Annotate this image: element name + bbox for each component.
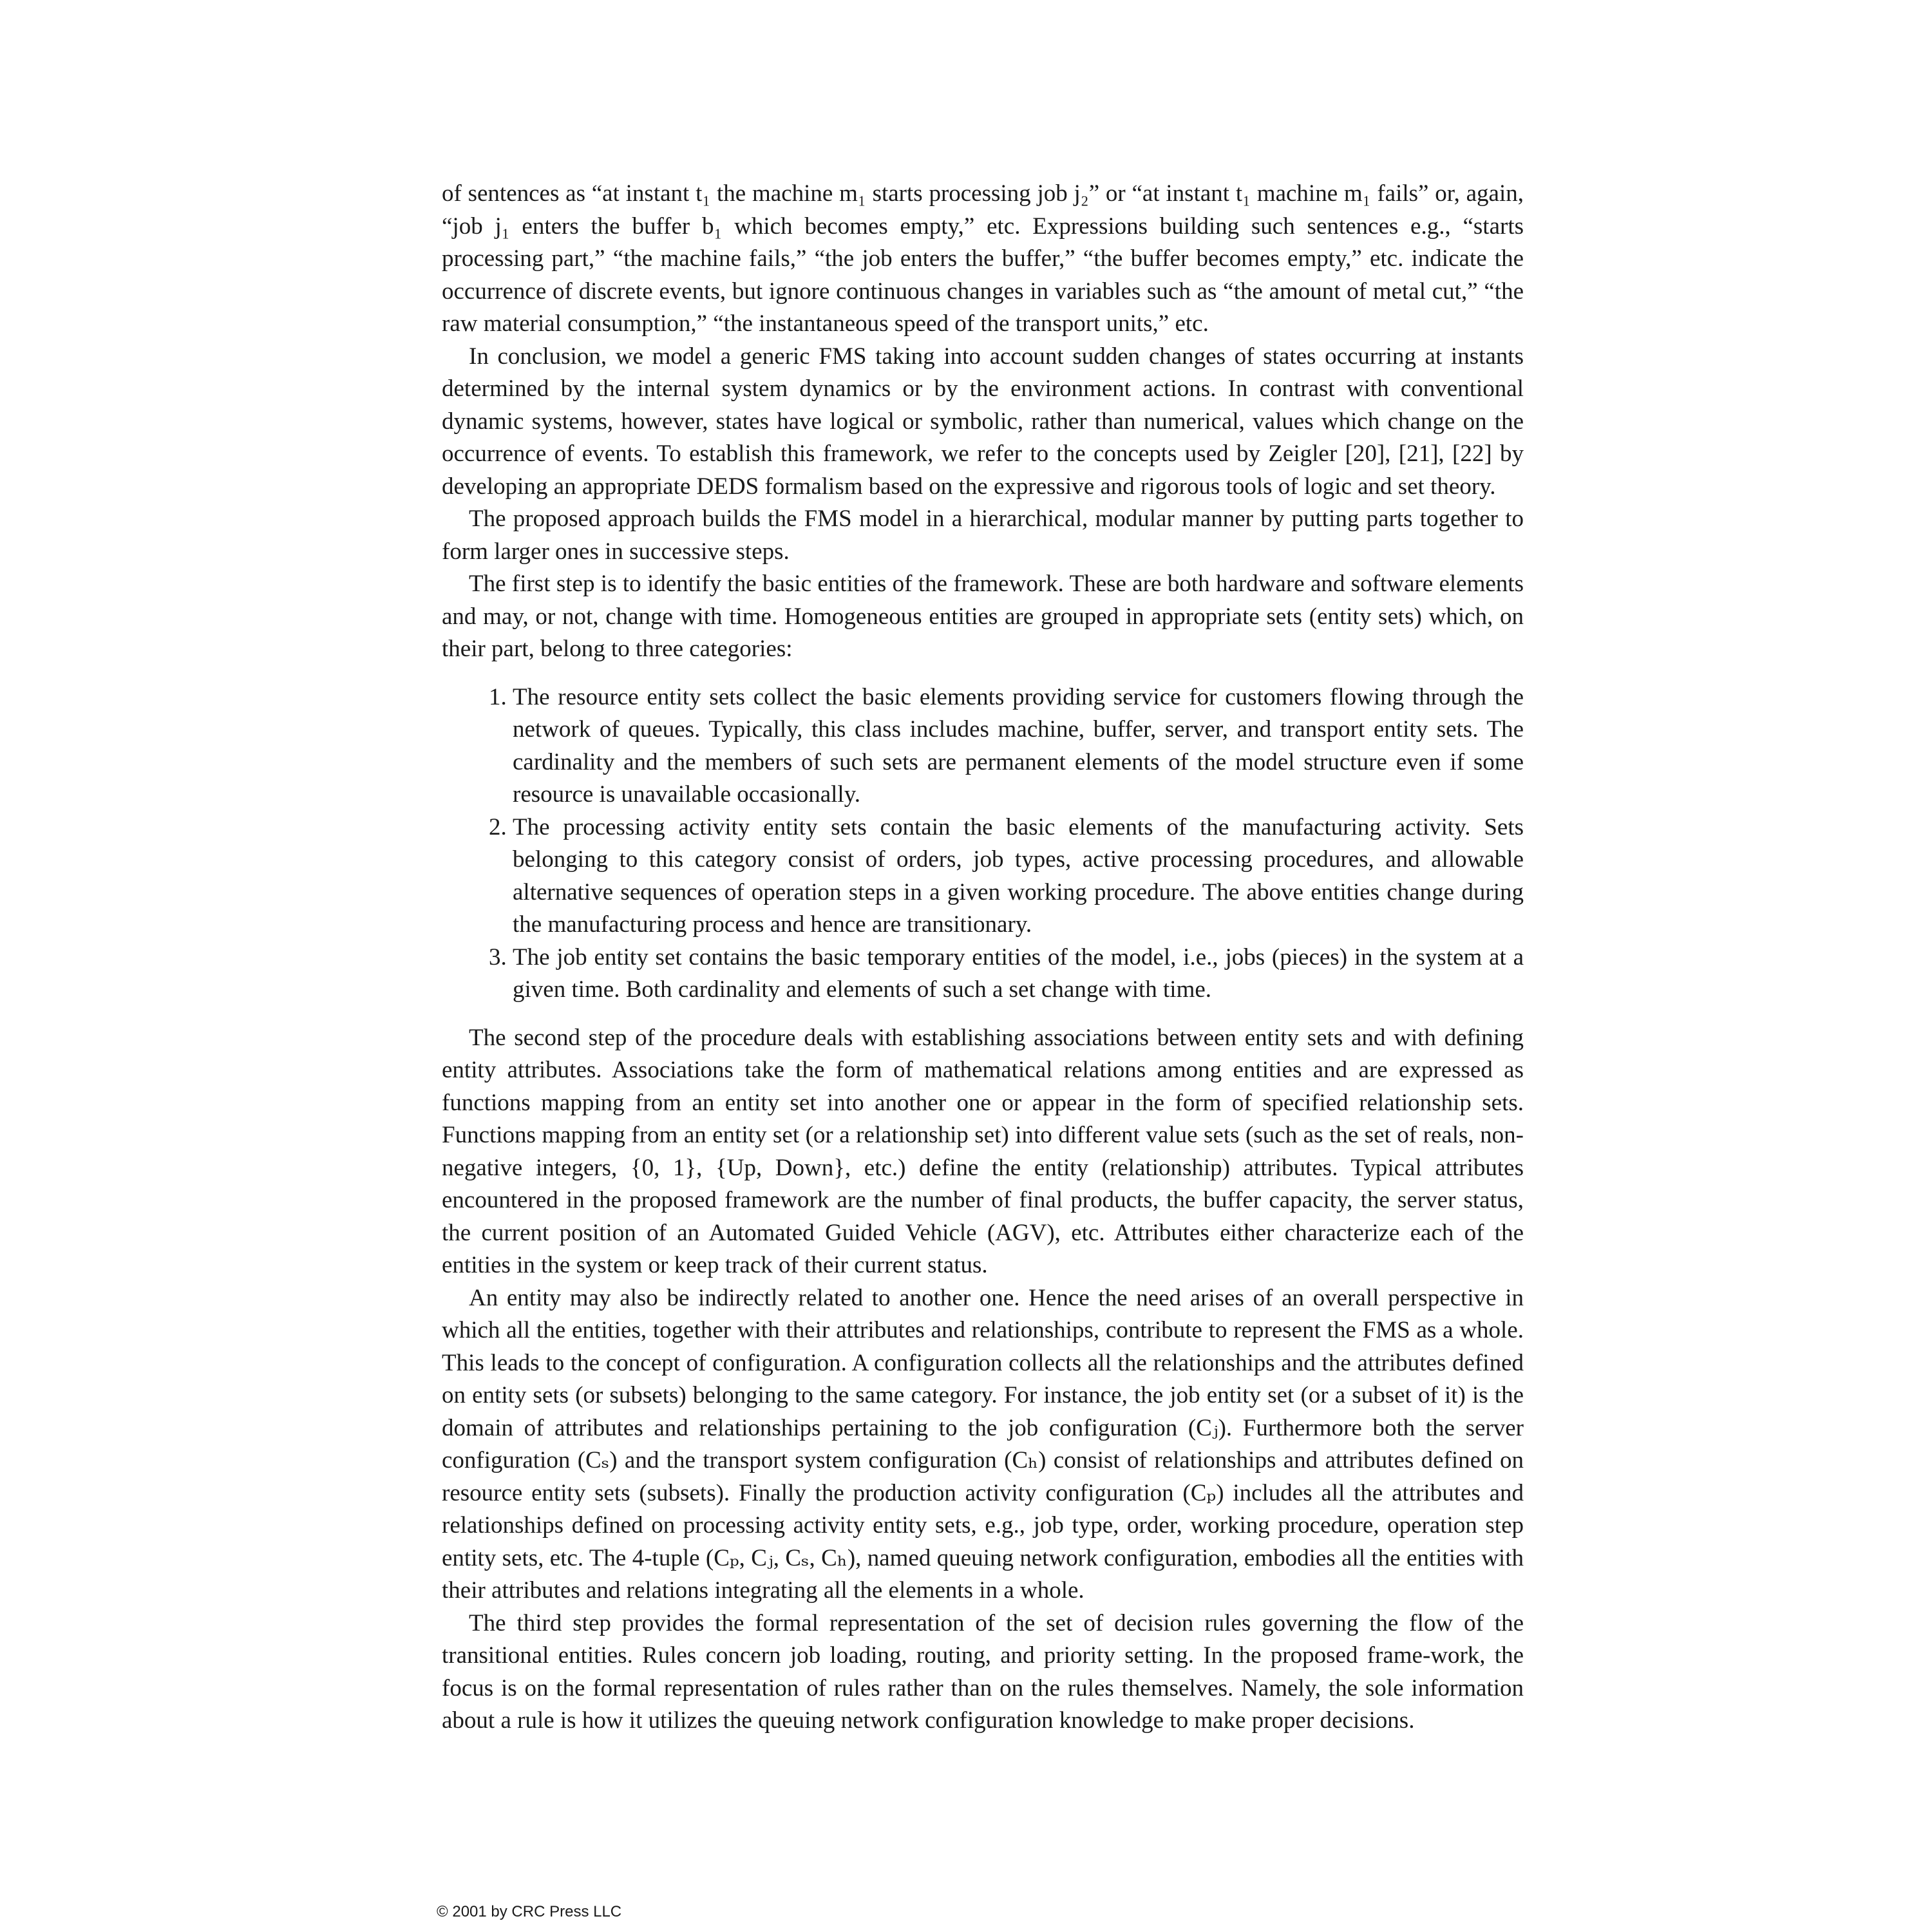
- paragraph-4: The first step is to identify the basic entities of the framework. These are both hardware and software elements and may, or not, change with time. Homogeneous entities are grouped in appropriate sets (entity sets) which, on their part, belong to three categories:: [442, 571, 1524, 662]
- list-item-processing-activity-entity-sets: 2. The processing activity entity sets contain the basic elements of the manufacturing activity. Sets belonging to this category consist of orders, job types, active processing procedures, and allowable alternative sequences of operation steps in a given working procedure. The above entities change during the manufacturing process and hence are transitionary.: [513, 811, 1524, 942]
- copyright-footer: © 2001 by CRC Press LLC: [437, 1903, 622, 1920]
- paragraph-5: The second step of the procedure deals with establishing associations between entity sets and with defining entity attributes. Associations take the form of mathematical relations among entities and are expressed as functions mapping from an entity set into another one or appear in the form of specified relationship sets. Functions mapping from an entity set (or a relationship set) into different value sets (such as the set of reals, non-negative integers, {0, 1}, {Up, Down}, etc.) define the entity (relationship) attributes. Typical attributes encountered in the proposed framework are the number of final products, the buffer capacity, the server status, the current position of an Automated Guided Vehicle (AGV), etc. Attributes either characterize each of the entities in the system or keep track of their current status.: [442, 1024, 1524, 1278]
- paragraph-6: An entity may also be indirectly related to another one. Hence the need arises of an overall perspective in which all the entities, together with their attributes and relationships, contribute to represent the FMS as a whole. This leads to the concept of configuration. A configuration collects all the relationships and the attributes defined on entity sets (or subsets) belonging to the same category. For instance, the job entity set (or a subset of it) is the domain of attributes and relationships pertaining to the job configuration (Cⱼ). Furthermore both the server configuration (Cₛ) and the transport system configuration (Cₕ) consist of relationships and attributes defined on resource entity sets (subsets). Finally the production activity configuration (Cₚ) includes all the attributes and relationships defined on processing activity entity sets, e.g., job type, order, working procedure, operation step entity sets, etc. The 4-tuple (Cₚ, Cⱼ, Cₛ, Cₕ), named queuing network configuration, embodies all the entities with their attributes and relations integrating all the elements in a whole.: [442, 1284, 1524, 1604]
- paragraph-3: The proposed approach builds the FMS model in a hierarchical, modular manner by putting parts together to form larger ones in successive steps.: [442, 506, 1524, 565]
- list-item-job-entity-set: 3. The job entity set contains the basic temporary entities of the model, i.e., jobs (pieces) in the system at a given time. Both cardinality and elements of such a set change with time.: [513, 942, 1524, 1007]
- entity-category-list: [442, 681, 1524, 1007]
- list-item-resource-entity-sets: 1. The resource entity sets collect the basic elements providing service for customers flowing through the network of queues. Typically, this class includes machine, buffer, server, and transport entity sets. The cardinality and the members of such sets are permanent elements of the model structure even if some resource is unavailable occasionally.: [513, 681, 1524, 811]
- paragraph-2: In conclusion, we model a generic FMS taking into account sudden changes of states occurring at instants determined by the internal system dynamics or by the environment actions. In contrast with conventional dynamic systems, however, states have logical or symbolic, rather than numerical, values which change on the occurrence of events. To establish this framework, we refer to the concepts used by Zeigler [20], [21], [22] by developing an appropriate DEDS formalism based on the expressive and rigorous tools of logic and set theory.: [442, 343, 1524, 500]
- paragraph-1: of sentences as “at instant t₁ the machine m₁ starts processing job j₂” or “at instant t₁ machine m₁ fails” or, again, “job j₁ enters the buffer b₁ which becomes empty,” etc. Expressions building such sentences e.g., “starts processing part,” “the machine fails,” “the job enters the buffer,” “the buffer becomes empty,” etc. indicate the occurrence of discrete events, but ignore continuous changes in variables such as “the amount of metal cut,” “the raw material consumption,” “the instantaneous speed of the transport units,” etc.: [442, 180, 1524, 337]
- page-body: [442, 178, 1524, 1738]
- paragraph-7: The third step provides the formal representation of the set of decision rules governing the flow of the transitional entities. Rules concern job loading, routing, and priority setting. In the proposed frame-work, the focus is on the formal representation of rules rather than on the rules themselves. Namely, the sole information about a rule is how it utilizes the queuing network configuration knowledge to make proper decisions.: [442, 1609, 1524, 1734]
